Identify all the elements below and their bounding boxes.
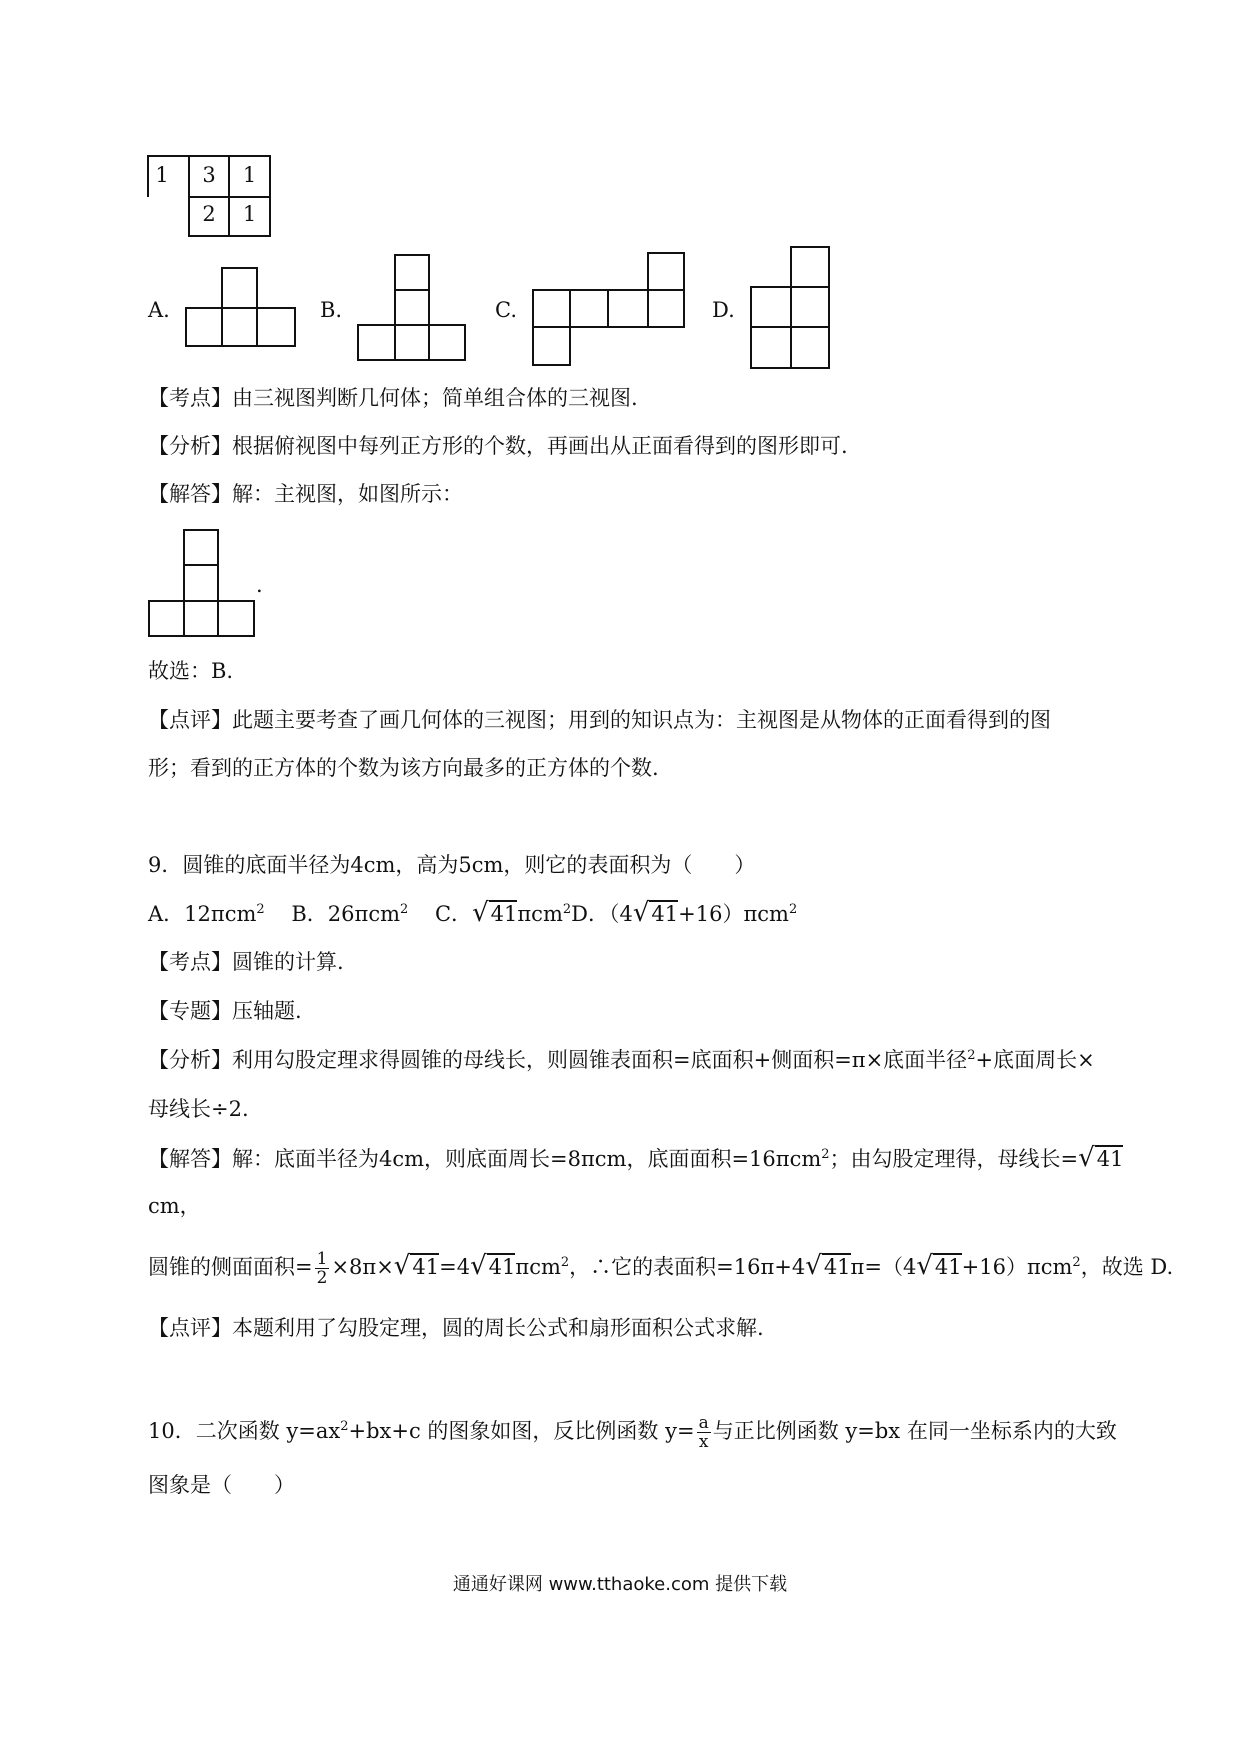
answer-period: . (256, 573, 263, 597)
option-c-label: C. (495, 298, 517, 322)
kaodian-8: 【考点】由三视图判断几何体；简单组合体的三视图. (148, 386, 638, 410)
guxuan-8: 故选：B. (148, 659, 234, 683)
top-view-cell: 3 (188, 155, 230, 198)
fenxi-9-line2: 母线长÷2. (148, 1097, 249, 1121)
question-9-stem: 9．圆锥的底面半径为4cm，高为5cm，则它的表面积为（ ） (148, 853, 756, 877)
top-view-cell: 1 (228, 155, 271, 198)
fenxi-8: 【分析】根据俯视图中每列正方形的个数，再画出从正面看得到的图形即可. (148, 434, 848, 458)
question-10-stem-line1: 10．二次函数 $y=ax^2+bx+c$ 的图象如图，反比例函数 y= $\frac{a}{x}$ 与正比例函数 y=bx 在同一坐标系内的大致 (148, 1413, 1117, 1452)
jieda-9-line2: cm， (148, 1194, 201, 1218)
dianping-9: 【点评】本题利用了勾股定理，圆的周长公式和扇形面积公式求解. (148, 1316, 764, 1340)
option-b: B．26πcm (291, 902, 400, 926)
jieda-8: 【解答】解：主视图，如图所示： (148, 482, 463, 506)
zhuanti-9: 【专题】压轴题. (148, 999, 302, 1023)
option-d-label: D. (712, 298, 735, 322)
option-d: D．（4 (571, 902, 633, 926)
option-b-label: B. (320, 298, 343, 322)
top-view-cell: 1 (228, 196, 271, 237)
option-c: C． (434, 902, 473, 926)
jieda-9-line1: 【解答】解：底面半径为4cm，则底面周长=8πcm，底面面积=16πcm$^2$；由勾股定理得，母线长=√41 (148, 1143, 1124, 1173)
question-10-stem-line2: 图象是（ ） (148, 1473, 295, 1497)
top-view-cell: 1 (148, 155, 190, 198)
dianping-8-line2: 形；看到的正方体的个数为该方向最多的正方体的个数. (148, 756, 659, 780)
option-a: A．12πcm (148, 902, 257, 926)
fenxi-9-line1: 【分析】利用勾股定理求得圆锥的母线长，则圆锥表面积=底面积+侧面积=π×底面半径$^2$+底面周长× (148, 1048, 1095, 1072)
kaodian-9: 【考点】圆锥的计算. (148, 950, 344, 974)
option-a-label: A. (148, 298, 170, 322)
top-view-cell: 2 (188, 196, 230, 237)
question-9-options: A．12πcm$^2$ B．26πcm$^2$ C．√41πcm$^2$D．（4√41+16）πcm$^2$ (148, 898, 798, 928)
dianping-8-line1: 【点评】此题主要考查了画几何体的三视图；用到的知识点为：主视图是从物体的正面看得到的图 (148, 708, 1051, 732)
jieda-9-line3: 圆锥的侧面面积= $\frac{1}{2}$ ×8π×√41=4√41πcm$^2$，∴它的表面积=16π+4√41π=（4√41+16）πcm$^2$，故选 D. (148, 1249, 1174, 1288)
page-footer: 通通好课网 www.tthaoke.com 提供下载 (452, 1574, 788, 1595)
